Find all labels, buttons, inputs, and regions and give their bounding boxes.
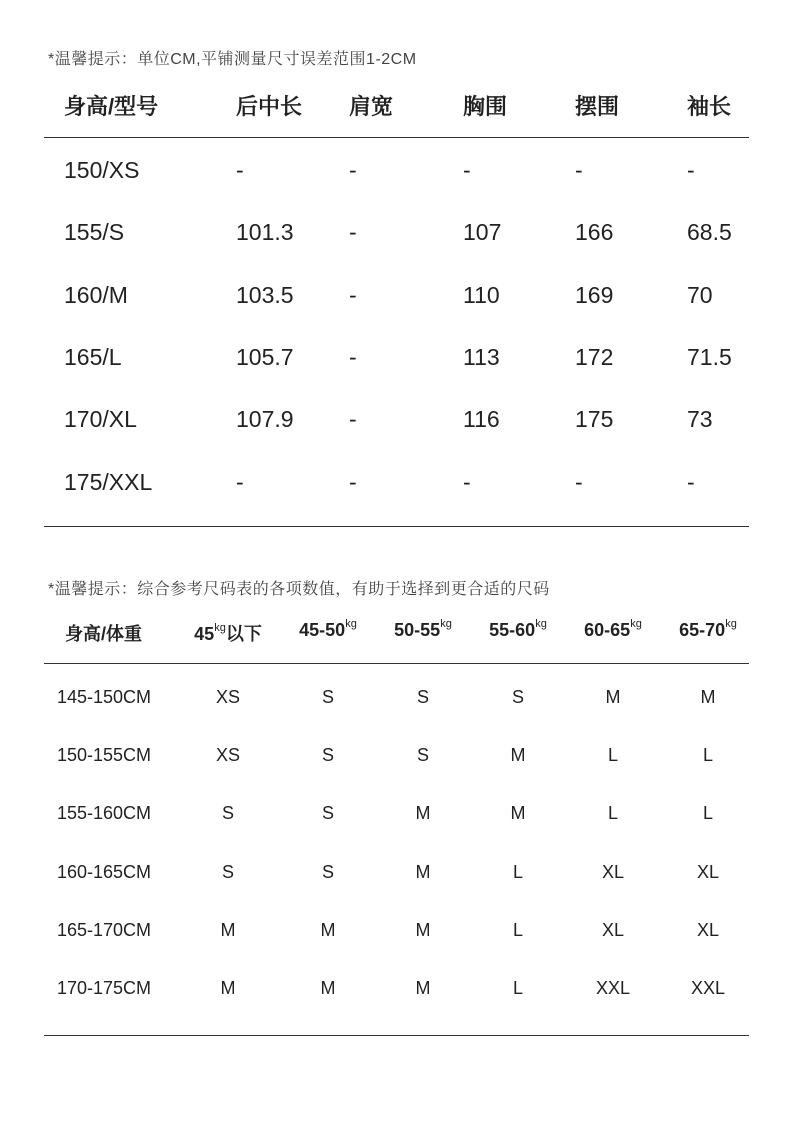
- size-cell: 70: [687, 282, 713, 308]
- size-chart-header-divider: [44, 137, 749, 138]
- size-cell: 71.5: [687, 344, 732, 370]
- header-weight-range: [278, 620, 378, 641]
- size-cell: 68.5: [687, 219, 732, 245]
- fit-cell: XS: [215, 745, 240, 765]
- fit-cell: M: [415, 803, 431, 823]
- size-chart-bottom-divider: [44, 526, 749, 527]
- weight-range-suffix: 以下: [225, 624, 262, 644]
- size-cell: -: [463, 157, 471, 183]
- size-cell: 107: [463, 219, 502, 245]
- size-cell: -: [349, 344, 357, 370]
- fit-chart-note: *温馨提示：综合参考尺码表的各项数值，有助于选择到更合适的尺码: [48, 581, 550, 598]
- fit-cell: M: [605, 687, 621, 707]
- size-cell: -: [349, 282, 357, 308]
- header-chest: 胸围: [463, 94, 508, 119]
- fit-cell: S: [321, 687, 334, 707]
- weight-unit: kg: [440, 618, 452, 630]
- weight-unit: kg: [214, 622, 226, 634]
- size-cell: 116: [463, 406, 500, 432]
- size-cell: 105.7: [236, 344, 294, 370]
- fit-cell: M: [700, 687, 716, 707]
- size-cell: -: [236, 157, 244, 183]
- fit-cell: L: [512, 920, 523, 940]
- fit-cell: XS: [215, 687, 240, 707]
- fit-cell: S: [321, 745, 334, 765]
- fit-row-label: 160-165CM: [57, 862, 152, 882]
- fit-row-label: 155-160CM: [57, 803, 152, 823]
- weight-range-value: 60-65: [584, 620, 631, 640]
- fit-cell: M: [220, 978, 236, 998]
- fit-row-label: 170-175CM: [57, 978, 152, 998]
- size-row-label: 160/M: [64, 282, 128, 308]
- header-hem: 摆围: [575, 94, 620, 119]
- fit-cell: S: [511, 687, 524, 707]
- fit-row-label: 150-155CM: [57, 745, 152, 765]
- fit-cell: XL: [696, 920, 720, 940]
- weight-range-value: 45-50: [299, 620, 346, 640]
- fit-cell: L: [702, 745, 713, 765]
- fit-cell: XL: [601, 862, 625, 882]
- fit-cell: M: [415, 862, 431, 882]
- size-cell: -: [575, 469, 583, 495]
- size-chart-note: *温馨提示：单位CM,平铺测量尺寸误差范围1-2CM: [48, 51, 417, 68]
- header-weight-range: [468, 620, 568, 641]
- header-height-weight: 身高/体重: [65, 624, 143, 644]
- size-cell: -: [349, 157, 357, 183]
- fit-cell: XL: [696, 862, 720, 882]
- fit-cell: L: [512, 862, 523, 882]
- weight-range-value: 65-70: [679, 620, 726, 640]
- size-cell: -: [687, 157, 695, 183]
- fit-cell: M: [320, 920, 336, 940]
- size-cell: -: [575, 157, 583, 183]
- fit-cell: M: [415, 978, 431, 998]
- fit-cell: M: [510, 803, 526, 823]
- size-cell: 110: [463, 282, 500, 308]
- header-height-size: 身高/型号: [64, 94, 159, 119]
- fit-cell: S: [221, 803, 234, 823]
- size-cell: 175: [575, 406, 614, 432]
- fit-cell: M: [510, 745, 526, 765]
- size-row-label: 165/L: [64, 344, 122, 370]
- fit-chart-header-divider: [44, 663, 749, 664]
- size-row-label: 175/XXL: [64, 469, 153, 495]
- header-weight-range: [178, 620, 278, 646]
- size-cell: 172: [575, 344, 614, 370]
- header-sleeve: 袖长: [687, 94, 732, 119]
- size-cell: 73: [687, 406, 713, 432]
- fit-row-label: 165-170CM: [57, 920, 152, 940]
- fit-row-label: 145-150CM: [57, 687, 152, 707]
- size-cell: -: [349, 469, 357, 495]
- size-cell: -: [463, 469, 471, 495]
- fit-cell: XXL: [595, 978, 631, 998]
- fit-cell: XXL: [690, 978, 726, 998]
- header-weight-range: [563, 620, 663, 641]
- size-cell: 107.9: [236, 406, 294, 432]
- size-cell: 101.3: [236, 219, 294, 245]
- fit-chart-bottom-divider: [44, 1035, 749, 1036]
- weight-range-value: 50-55: [394, 620, 441, 640]
- fit-cell: S: [416, 687, 429, 707]
- size-cell: 103.5: [236, 282, 294, 308]
- weight-unit: kg: [630, 618, 642, 630]
- size-cell: 166: [575, 219, 614, 245]
- fit-cell: L: [702, 803, 713, 823]
- weight-unit: kg: [345, 618, 357, 630]
- fit-cell: S: [321, 862, 334, 882]
- header-shoulder: 肩宽: [349, 94, 394, 119]
- fit-cell: L: [607, 803, 618, 823]
- fit-cell: M: [220, 920, 236, 940]
- fit-cell: L: [607, 745, 618, 765]
- size-cell: -: [236, 469, 244, 495]
- size-cell: 113: [463, 344, 500, 370]
- header-weight-range: [373, 620, 473, 641]
- header-weight-range: [658, 620, 758, 641]
- size-cell: -: [349, 406, 357, 432]
- header-back-length: 后中长: [236, 94, 303, 119]
- weight-unit: kg: [725, 618, 737, 630]
- fit-cell: M: [415, 920, 431, 940]
- fit-cell: L: [512, 978, 523, 998]
- size-cell: -: [687, 469, 695, 495]
- fit-cell: M: [320, 978, 336, 998]
- fit-cell: S: [321, 803, 334, 823]
- size-row-label: 170/XL: [64, 406, 137, 432]
- size-row-label: 150/XS: [64, 157, 140, 183]
- size-row-label: 155/S: [64, 219, 125, 245]
- weight-range-value: 45: [194, 624, 215, 644]
- fit-cell: S: [416, 745, 429, 765]
- fit-cell: XL: [601, 920, 625, 940]
- fit-cell: S: [221, 862, 234, 882]
- size-cell: 169: [575, 282, 614, 308]
- size-cell: -: [349, 219, 357, 245]
- weight-range-value: 55-60: [489, 620, 536, 640]
- weight-unit: kg: [535, 618, 547, 630]
